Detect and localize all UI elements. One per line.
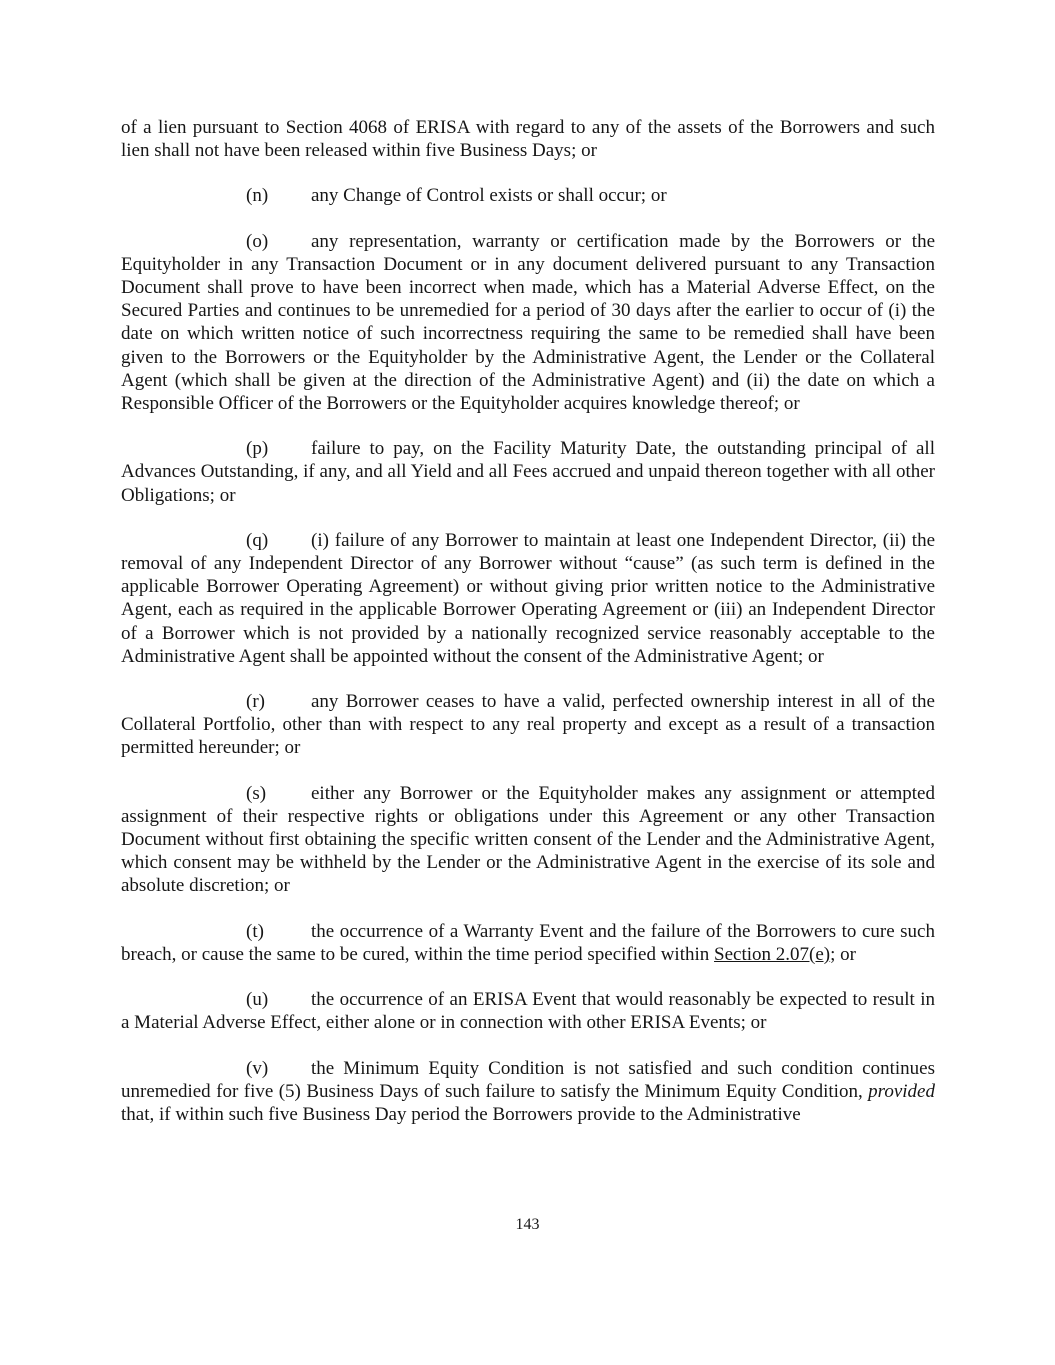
paragraph-label: (o) bbox=[246, 230, 269, 252]
paragraph-label: (r) bbox=[246, 691, 265, 713]
text-run: ; or bbox=[830, 943, 856, 965]
text-run: the Minimum Equity Condition is not satisfied and such condition continues unremedied for five (5) Business Days of such failure to satisfy the Minimum Equity Condition, bbox=[121, 1057, 935, 1102]
paragraph-s bbox=[121, 782, 935, 898]
section-reference: Section 2.07(e) bbox=[714, 943, 831, 965]
paragraph-t bbox=[121, 920, 935, 966]
paragraph-u bbox=[121, 988, 935, 1034]
text-run: of a lien pursuant to Section 4068 of ERISA with regard to any of the assets of the Borrowers and such lien shall not have been released within five Business Days; or bbox=[121, 117, 935, 162]
text-run: the occurrence of an ERISA Event that would reasonably be expected to result in a Material Adverse Effect, either alone or in connection with other ERISA Events; or bbox=[121, 989, 935, 1034]
text-run: provided bbox=[868, 1080, 935, 1102]
text-run: failure to pay, on the Facility Maturity Date, the outstanding principal of all Advances Outstanding, if any, and all Yield and all Fees accrued and unpaid thereon together with all other Obligations; or bbox=[121, 438, 935, 506]
page-number: 143 bbox=[515, 1216, 540, 1233]
text-run: any Change of Control exists or shall occur; or bbox=[311, 185, 667, 207]
document-body bbox=[121, 116, 935, 1148]
paragraph-o bbox=[121, 230, 935, 416]
text-run: either any Borrower or the Equityholder makes any assignment or attempted assignment of their respective rights or obligations under this Agreement or any other Transaction Document without first obtaining the specific written consent of the Lender and the Administrative Agent, which consent may be withheld by the Lender or the Administrative Agent in the exercise of its sole and absolute discretion; or bbox=[121, 782, 935, 897]
paragraph-label: (t) bbox=[246, 920, 264, 942]
page-footer bbox=[0, 1216, 1055, 1234]
paragraph-n bbox=[121, 184, 935, 207]
text-run: any Borrower ceases to have a valid, perfected ownership interest in all of the Collateral Portfolio, other than with respect to any real property and except as a result of a transaction permitted hereunder; or bbox=[121, 691, 935, 759]
paragraph-q bbox=[121, 529, 935, 668]
text-run: any representation, warranty or certification made by the Borrowers or the Equityholder in any Transaction Document or in any document delivered pursuant to any Transaction Document shall prove to have been incorrect when made, which has a Material Adverse Effect, on the Secured Parties and continues to be unremedied for a period of 30 days after the earlier to occur of (i) the date on which written notice of such incorrectness requiring the same to be remedied shall have been given to the Borrowers or the Equityholder by the Administrative Agent, the Lender or the Collateral Agent (which shall be given at the direction of the Administrative Agent) and (ii) the date on which a Responsible Officer of the Borrowers or the Equityholder acquires knowledge thereof; or bbox=[121, 230, 935, 415]
paragraph-label: (v) bbox=[246, 1057, 269, 1079]
paragraph-r bbox=[121, 690, 935, 760]
text-run: the occurrence of a Warranty Event and the failure of the Borrowers to cure such breach, or cause the same to be cured, within the time period specified within bbox=[121, 920, 935, 965]
paragraph-label: (n) bbox=[246, 185, 269, 207]
paragraph-label: (s) bbox=[246, 782, 267, 804]
text-run: that, if within such five Business Day period the Borrowers provide to the Administrative bbox=[121, 1103, 801, 1125]
text-run: (i) failure of any Borrower to maintain at least one Independent Director, (ii) the removal of any Independent Director of any Borrower without “cause” (as such term is defined in the applicable Borrower Operating Agreement) or without giving prior written notice to the Administrative Agent, each as required in the applicable Borrower Operating Agreement or (iii) an Independent Director of a Borrower which is not provided by a nationally recognized service reasonably acceptable to the Administrative Agent shall be appointed without the consent of the Administrative Agent; or bbox=[121, 529, 935, 667]
paragraph-continuation bbox=[121, 116, 935, 162]
paragraph-label: (p) bbox=[246, 438, 269, 460]
paragraph-v bbox=[121, 1057, 935, 1127]
paragraph-label: (q) bbox=[246, 529, 269, 551]
paragraph-label: (u) bbox=[246, 989, 269, 1011]
paragraph-p bbox=[121, 437, 935, 507]
